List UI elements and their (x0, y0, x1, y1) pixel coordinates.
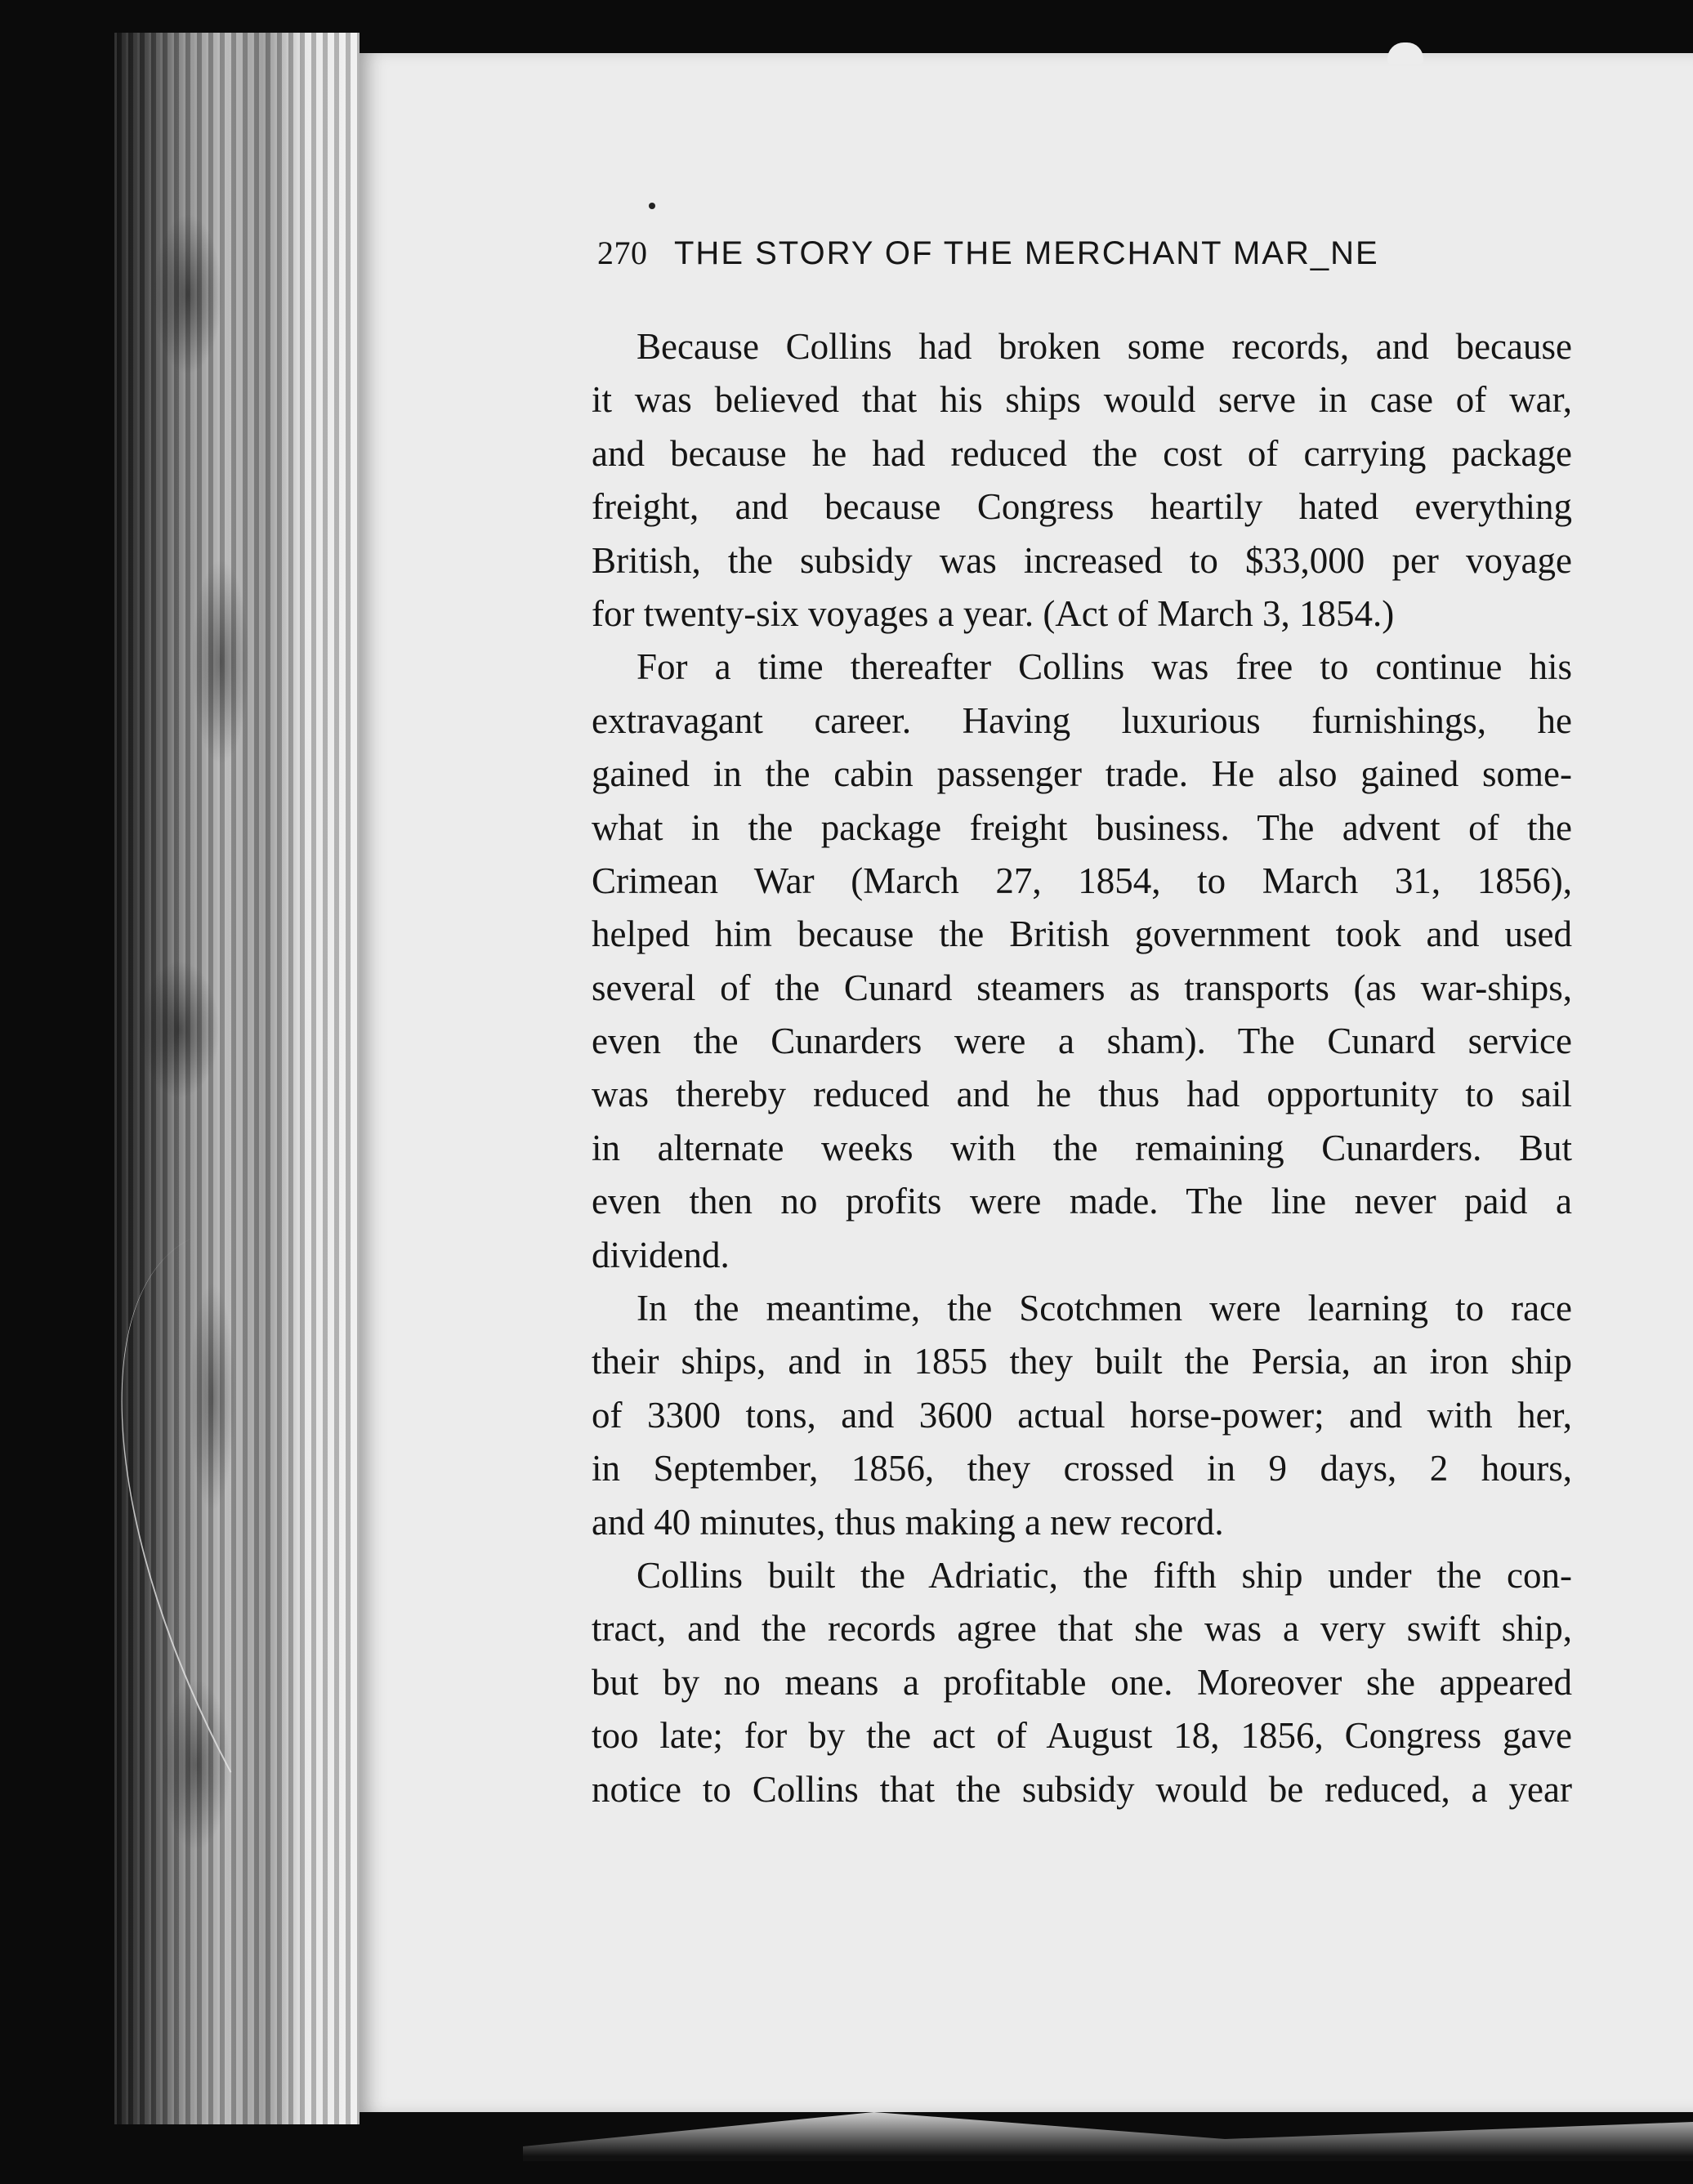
paragraph (592, 1282, 1572, 1549)
text-line: gained in the cabin passenger trade. He also gained some- (592, 753, 1572, 795)
paragraph (592, 1549, 1572, 1816)
text-line: and 40 minutes, thus making a new record. (592, 1501, 1224, 1543)
page-number: 270 (597, 234, 648, 271)
text-line: In the meantime, the Scotchmen were learning to race (637, 1288, 1572, 1329)
running-title: THE STORY OF THE MERCHANT MAR_NE (674, 235, 1379, 271)
text-line: was thereby reduced and he thus had opportunity to sail (592, 1074, 1572, 1115)
text-line: British, the subsidy was increased to $33,000 per voyage (592, 539, 1572, 581)
text-line: even then no profits were made. The line never paid a (592, 1181, 1572, 1222)
page-bottom-edge (523, 2112, 1693, 2161)
text-line: extravagant career. Having luxurious furnishings, he (592, 699, 1572, 741)
edge-stains (123, 49, 286, 2092)
text-line: too late; for by the act of August 18, 1856, Congress gave (592, 1715, 1572, 1757)
text-line: helped him because the British government took and used (592, 913, 1572, 955)
text-line: Crimean War (March 27, 1854, to March 31, 1856), (592, 860, 1572, 901)
text-line: in September, 1856, they crossed in 9 days, 2 hours, (592, 1448, 1572, 1489)
text-line: what in the package freight business. The advent of the (592, 806, 1572, 848)
text-line: several of the Cunard steamers as transports (as war-ships, (592, 967, 1572, 1008)
page-notch (1387, 42, 1423, 64)
body-text (592, 320, 1572, 1816)
text-line: Collins built the Adriatic, the fifth ship under the con- (637, 1554, 1572, 1596)
text-line: in alternate weeks with the remaining Cunarders. But (592, 1127, 1572, 1168)
text-line: and because he had reduced the cost of carrying package (592, 432, 1572, 474)
text-line: dividend. (592, 1234, 730, 1275)
text-line: of 3300 tons, and 3600 actual horse-power; and with her, (592, 1394, 1572, 1436)
ink-speck (649, 203, 655, 209)
text-line: Because Collins had broken some records, and because (637, 326, 1572, 367)
text-line: even the Cunarders were a sham). The Cunard service (592, 1021, 1572, 1062)
paragraph (592, 320, 1572, 641)
text-line: for twenty-six voyages a year. (Act of March 3, 1854.) (592, 592, 1395, 634)
text-line: their ships, and in 1855 they built the Persia, an iron ship (592, 1341, 1572, 1382)
text-line: but by no means a profitable one. Moreover she appeared (592, 1661, 1572, 1703)
paragraph (592, 641, 1572, 1282)
text-line: notice to Collins that the subsidy would be reduced, a year (592, 1768, 1572, 1810)
running-header (597, 234, 1488, 272)
text-line: tract, and the records agree that she was a very swift ship, (592, 1608, 1572, 1650)
text-line: freight, and because Congress heartily hated everything (592, 486, 1572, 528)
text-line: it was believed that his ships would serve in case of war, (592, 379, 1572, 421)
text-line: For a time thereafter Collins was free to continue his (637, 646, 1572, 688)
